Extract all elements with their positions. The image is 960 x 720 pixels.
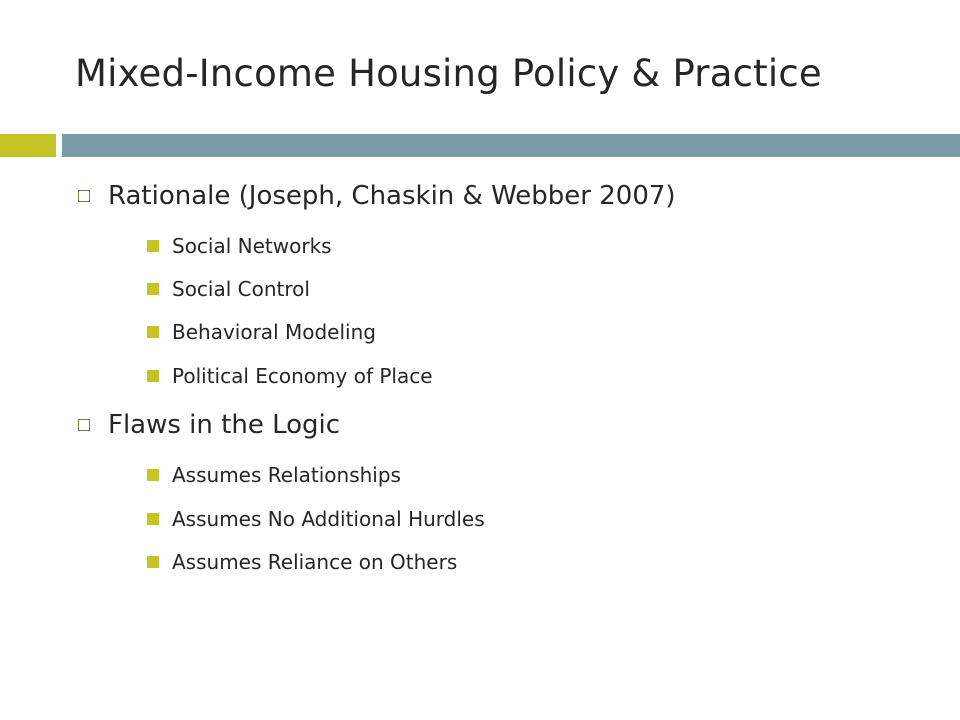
list-item-text: Assumes Relationships	[172, 463, 401, 487]
list-item-text: Social Control	[172, 277, 310, 301]
list-item-text: Assumes Reliance on Others	[172, 550, 458, 574]
square-bullet-icon	[147, 556, 159, 568]
list-item	[147, 463, 401, 487]
square-bullet-icon	[147, 513, 159, 525]
square-bullet-icon	[147, 240, 159, 252]
square-bullet-icon	[147, 469, 159, 481]
section-heading-text: Rationale (Joseph, Chaskin & Webber 2007)	[108, 181, 676, 211]
square-bullet-icon	[147, 370, 159, 382]
slide-title: Mixed-Income Housing Policy & Practice	[75, 52, 822, 95]
square-bullet-icon	[147, 326, 159, 338]
section-heading-rationale	[78, 181, 676, 211]
square-bullet-icon	[147, 283, 159, 295]
hollow-square-bullet-icon	[78, 190, 90, 202]
list-item	[147, 320, 376, 344]
list-item-text: Assumes No Additional Hurdles	[172, 507, 485, 531]
section-heading-flaws	[78, 410, 340, 440]
list-item	[147, 277, 310, 301]
list-item	[147, 364, 433, 388]
list-item-text: Political Economy of Place	[172, 364, 433, 388]
section-heading-text: Flaws in the Logic	[108, 410, 341, 440]
list-item-text: Social Networks	[172, 234, 332, 258]
list-item	[147, 234, 332, 258]
hollow-square-bullet-icon	[78, 419, 90, 431]
list-item	[147, 550, 457, 574]
list-item	[147, 507, 485, 531]
list-item-text: Behavioral Modeling	[172, 320, 376, 344]
